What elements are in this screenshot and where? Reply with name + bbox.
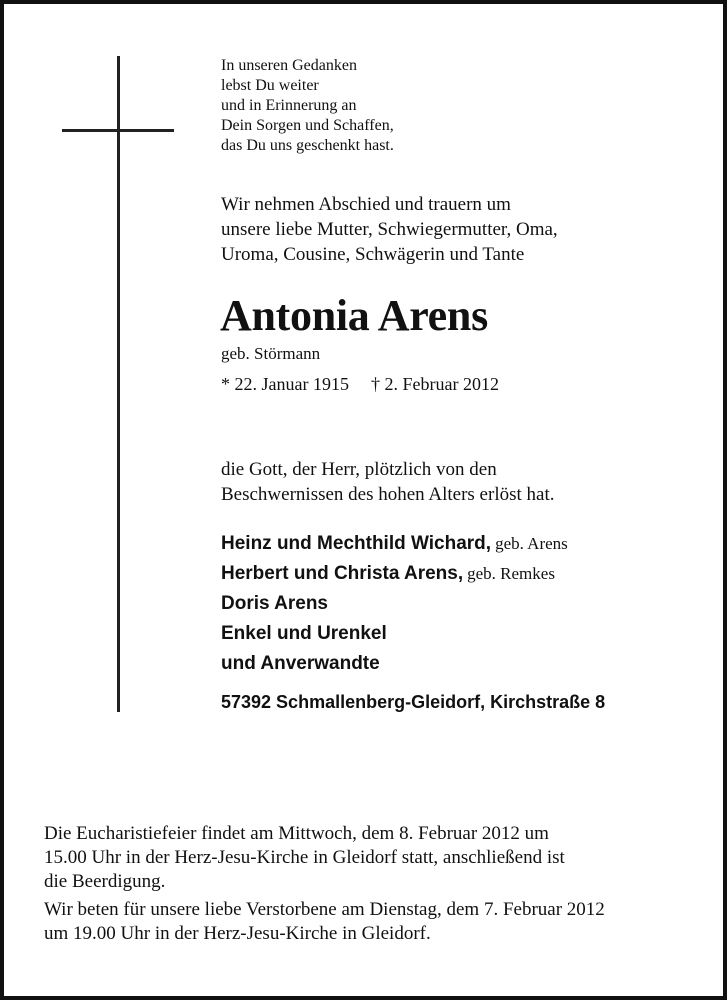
mourner-entry [221, 649, 568, 679]
release-line: die Gott, der Herr, plötzlich von den [221, 459, 497, 480]
mourner-birth-name: geb. Arens [495, 534, 568, 553]
death-date: † 2. Februar 2012 [370, 374, 499, 394]
notice-line: Die Eucharistiefeier findet am Mittwoch, dem 8. Februar 2012 um [44, 823, 549, 844]
mourner-entry [221, 589, 568, 619]
cross-icon-vertical-bar [117, 56, 120, 712]
notice-line: die Beerdigung. [44, 871, 166, 892]
mourner-name: Doris Arens [221, 593, 328, 614]
mourner-entry [221, 559, 568, 589]
motto-line: und in Erinnerung an [221, 97, 357, 114]
mourner-name: Enkel und Urenkel [221, 623, 387, 644]
intro-line: unsere liebe Mutter, Schwiegermutter, Oma, [221, 219, 558, 240]
family-address: 57392 Schmallenberg-Gleidorf, Kirchstraße 8 [221, 692, 606, 712]
birth-name: geb. Störmann [221, 344, 321, 363]
mourner-birth-name: geb. Remkes [467, 564, 555, 583]
mourner-entry [221, 529, 568, 559]
mourner-name: und Anverwandte [221, 653, 380, 674]
deceased-name: Antonia Arens [220, 291, 488, 340]
release-line: Beschwernissen des hohen Alters erlöst hat. [221, 484, 555, 505]
mourner-name: Heinz und Mechthild Wichard, [221, 533, 492, 554]
motto-line: Dein Sorgen und Schaffen, [221, 117, 394, 134]
motto-line: das Du uns geschenkt hast. [221, 137, 394, 154]
mourners-list [221, 529, 568, 679]
mourner-name: Herbert und Christa Arens, [221, 563, 464, 584]
intro-line: Uroma, Cousine, Schwägerin und Tante [221, 244, 525, 265]
notice-line: Wir beten für unsere liebe Verstorbene am Dienstag, dem 7. Februar 2012 [44, 899, 605, 920]
intro-line: Wir nehmen Abschied und trauern um [221, 194, 511, 215]
prayer-notice [44, 898, 704, 946]
service-notices [44, 822, 704, 946]
cross-icon-horizontal-bar [62, 129, 174, 132]
release-text [221, 457, 554, 507]
funeral-mass-notice [44, 822, 704, 894]
notice-line: um 19.00 Uhr in der Herz-Jesu-Kirche in Gleidorf. [44, 923, 431, 944]
birth-date: * 22. Januar 1915 [221, 374, 349, 394]
farewell-intro [221, 192, 558, 267]
motto-verse [221, 56, 394, 156]
motto-line: In unseren Gedanken [221, 57, 357, 74]
life-dates [221, 373, 499, 395]
mourner-entry [221, 619, 568, 649]
motto-line: lebst Du weiter [221, 77, 319, 94]
notice-line: 15.00 Uhr in der Herz-Jesu-Kirche in Gleidorf statt, anschließend ist [44, 847, 565, 868]
